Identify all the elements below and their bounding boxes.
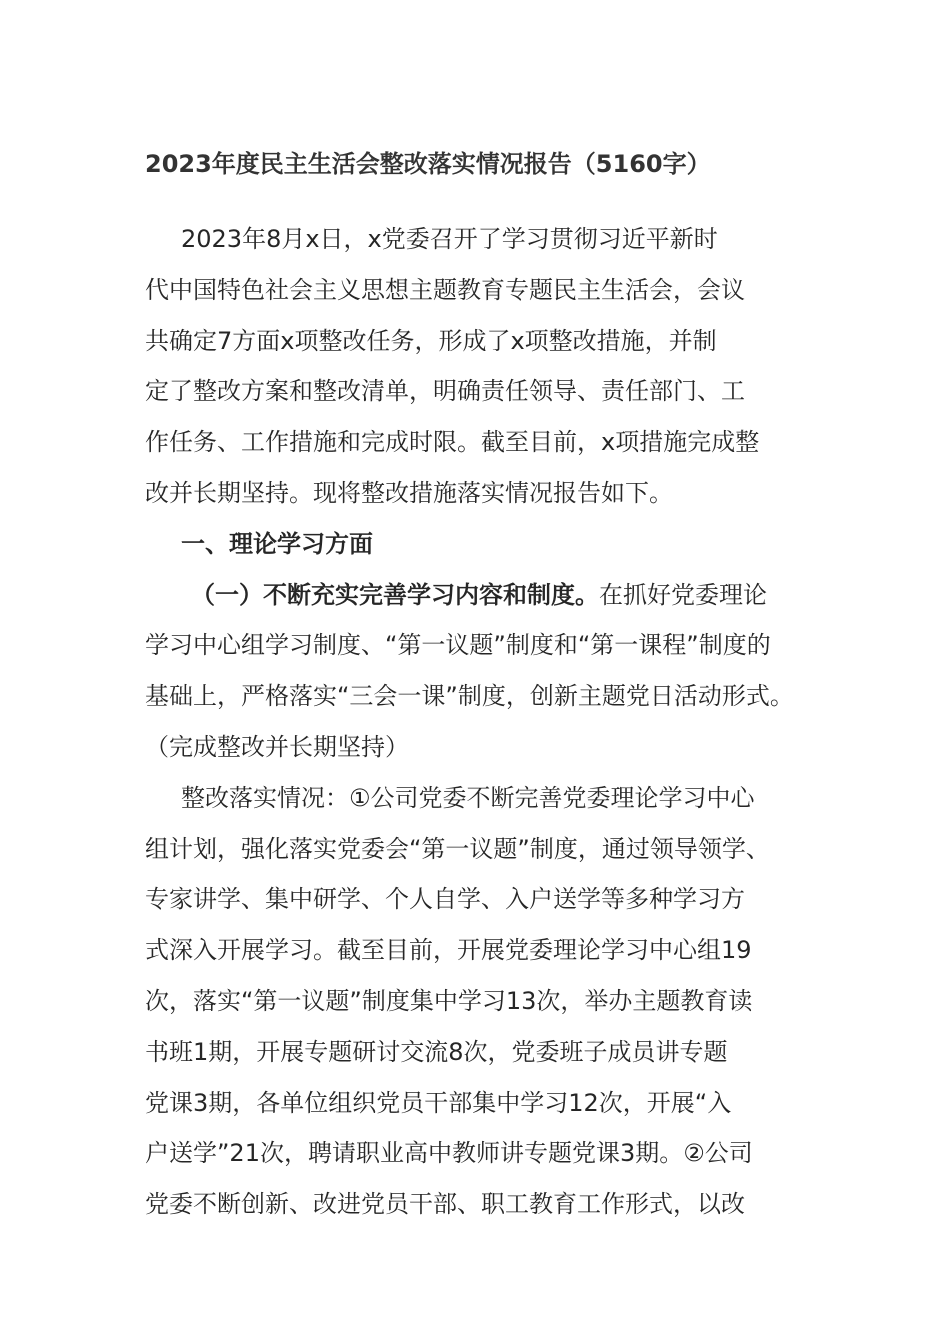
paragraph-line: 基础上，严格落实“三会一课”制度，创新主题党日活动形式。 (145, 682, 794, 711)
paragraph-line: 组计划，强化落实党委会“第一议题”制度，通过领导领学、 (145, 834, 770, 863)
paragraph-line: 共确定7方面x项整改任务，形成了x项整改措施，并制 (145, 326, 717, 355)
paragraph-line: 次，落实“第一议题”制度集中学习13次，举办主题教育读 (145, 986, 753, 1015)
section-heading: 一、理论学习方面 (181, 529, 373, 558)
paragraph-line: 书班1期，开展专题研讨交流8次，党委班子成员讲专题 (145, 1037, 728, 1066)
subsection-text: 在抓好党委理论 (599, 580, 767, 609)
subsection-heading: （一）不断充实完善学习内容和制度。 (191, 580, 599, 609)
paragraph-line: 整改落实情况：①公司党委不断完善党委理论学习中心 (181, 783, 755, 812)
paragraph-line: 学习中心组学习制度、“第一议题”制度和“第一课程”制度的 (145, 631, 771, 660)
paragraph-line: 党委不断创新、改进党员干部、职工教育工作形式，以改 (145, 1190, 745, 1219)
paragraph-line: 定了整改方案和整改清单，明确责任领导、责任部门、工 (145, 377, 745, 406)
paragraph-line: 作任务、工作措施和完成时限。截至目前，x项措施完成整 (145, 428, 760, 457)
subsection-line (145, 570, 820, 621)
paragraph-line: 改并长期坚持。现将整改措施落实情况报告如下。 (145, 478, 673, 507)
paragraph-line: （完成整改并长期坚持） (145, 732, 409, 761)
paragraph-line: 代中国特色社会主义思想主题教育专题民主生活会，会议 (145, 275, 745, 304)
paragraph-line: 式深入开展学习。截至目前，开展党委理论学习中心组19 (145, 936, 752, 965)
document-body (145, 214, 820, 1230)
document-title: 2023年度民主生活会整改落实情况报告（5160字） (145, 150, 711, 178)
paragraph-line: 党课3期，各单位组织党员干部集中学习12次，开展“入 (145, 1088, 732, 1117)
paragraph-line: 户送学”21次，聘请职业高中教师讲专题党课3期。②公司 (145, 1139, 753, 1168)
paragraph-line: 专家讲学、集中研学、个人自学、入户送学等多种学习方 (145, 885, 745, 914)
paragraph-line: 2023年8月x日，x党委召开了学习贯彻习近平新时 (181, 225, 718, 253)
